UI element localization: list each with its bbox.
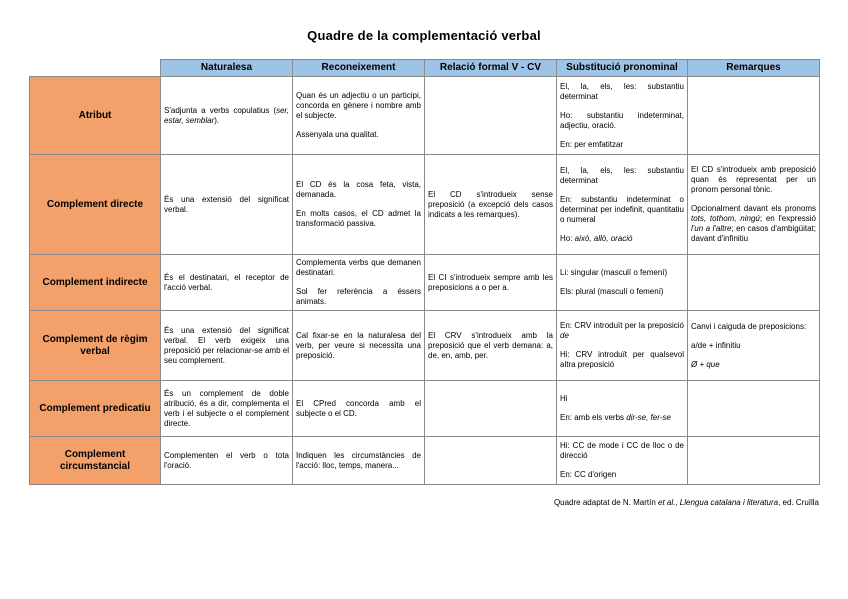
row-header-complement-directe: Complement directe: [30, 155, 161, 255]
cell-relacio: El CD s'introdueix sense preposició (a excepció dels casos indicats a les remarques).: [425, 155, 557, 255]
cell-naturalesa: És una extensió del significat verbal.: [161, 155, 293, 255]
cell-remarques: Canvi i caiguda de preposicions: a/de + infinitiu Ø + que: [688, 311, 820, 381]
cell-reconeixement: Indiquen les circumstàncies de l'acció: lloc, temps, manera...: [293, 437, 425, 485]
cell-relacio: [425, 381, 557, 437]
cell-naturalesa: És una extensió del significat verbal. El verb exigeix una preposició per relacionar-se amb el seu complement.: [161, 311, 293, 381]
cell-substitucio: El, la, els, les: substantiu determinat En: substantiu indeterminat o determinat per indefinit, quantitatiu o numeral Ho: això, allò, oració: [557, 155, 688, 255]
table-row-atribut: [30, 77, 820, 155]
cell-remarques: [688, 255, 820, 311]
cell-remarques: El CD s'introdueix amb preposició quan és representat per un pronom personal tònic. Opcionalment davant els pronoms tots, tothom, ningú; en l'expressió l'un a l'altre; en casos d'ambigüitat; davant d'infinitiu: [688, 155, 820, 255]
cell-reconeixement: Complementa verbs que demanen destinatari. Sol fer referència a éssers animats.: [293, 255, 425, 311]
cell-reconeixement: El CPred concorda amb el subjecte o el CD.: [293, 381, 425, 437]
cell-remarques: [688, 437, 820, 485]
row-header-complement-regim-verbal: Complement de règim verbal: [30, 311, 161, 381]
cell-naturalesa: S'adjunta a verbs copulatius (ser, estar, semblar).: [161, 77, 293, 155]
cell-relacio: [425, 437, 557, 485]
table-row-complement-regim-verbal: [30, 311, 820, 381]
table-row-complement-predicatiu: [30, 381, 820, 437]
cell-relacio: El CRV s'introdueix amb la preposició que el verb demana: a, de, en, amb, per.: [425, 311, 557, 381]
page-title: Quadre de la complementació verbal: [307, 28, 541, 43]
row-header-complement-circumstancial: Complement circumstancial: [30, 437, 161, 485]
row-header-atribut: Atribut: [30, 77, 161, 155]
cell-substitucio: Hi: CC de mode i CC de lloc o de direcció En: CC d'origen: [557, 437, 688, 485]
column-header-relacio-formal: Relació formal V - CV: [425, 60, 557, 77]
table-row-complement-indirecte: [30, 255, 820, 311]
cell-substitucio: El, la, els, les: substantiu determinat Ho: substantiu indeterminat, adjectiu, oració. En: per emfatitzar: [557, 77, 688, 155]
column-header-remarques: Remarques: [688, 60, 820, 77]
column-header-naturalesa: Naturalesa: [161, 60, 293, 77]
cell-substitucio: Li: singular (masculí o femení) Els: plural (masculí o femení): [557, 255, 688, 311]
cell-naturalesa: És un complement de doble atribució, és a dir, complementa el verb i el subjecte o el complement directe.: [161, 381, 293, 437]
cell-reconeixement: El CD és la cosa feta, vista, demanada. En molts casos, el CD admet la transformació passiva.: [293, 155, 425, 255]
row-header-complement-indirecte: Complement indirecte: [30, 255, 161, 311]
cell-remarques: [688, 381, 820, 437]
cell-substitucio: Hi En: amb els verbs dir-se, fer-se: [557, 381, 688, 437]
cell-reconeixement: Cal fixar-se en la naturalesa del verb, per veure si necessita una preposició.: [293, 311, 425, 381]
table-row-complement-circumstancial: [30, 437, 820, 485]
cell-remarques: [688, 77, 820, 155]
column-header-reconeixement: Reconeixement: [293, 60, 425, 77]
complementation-table: [29, 59, 820, 485]
cell-relacio: El CI s'introdueix sempre amb les preposicions a o per a.: [425, 255, 557, 311]
corner-cell: [30, 60, 161, 77]
column-header-substitucio-pronominal: Substitució pronominal: [557, 60, 688, 77]
cell-naturalesa: Complementen el verb o tota l'oració.: [161, 437, 293, 485]
cell-reconeixement: Quan és un adjectiu o un participi, concorda en gènere i nombre amb el subjecte. Assenyala una qualitat.: [293, 77, 425, 155]
row-header-complement-predicatiu: Complement predicatiu: [30, 381, 161, 437]
cell-substitucio: En: CRV introduït per la preposició de Hi: CRV introduït per qualsevol altra preposició: [557, 311, 688, 381]
source-citation: Quadre adaptat de N. Martín et al., Llengua catalana i literatura, ed. Cruïlla: [553, 498, 819, 507]
table-row-complement-directe: [30, 155, 820, 255]
header-row: [30, 60, 820, 77]
cell-relacio: [425, 77, 557, 155]
cell-naturalesa: És el destinatari, el receptor de l'acció verbal.: [161, 255, 293, 311]
